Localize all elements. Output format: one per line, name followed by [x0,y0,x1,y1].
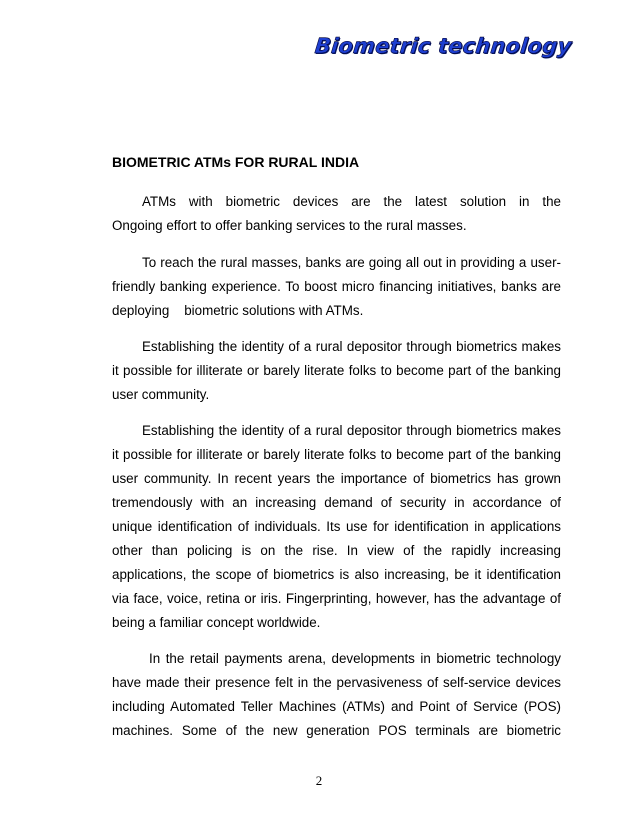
paragraph-line: it possible for illiterate or barely literate folks to become part of the banking [112,363,561,378]
paragraph-1 [112,190,561,238]
paragraph-line: Establishing the identity of a rural depositor through biometrics makes [142,423,561,438]
paragraph-2 [112,251,561,323]
paragraph-line: Ongoing effort to offer banking services to the rural masses. [112,218,467,233]
paragraph-line: tremendously with an increasing demand of security in accordance of [112,495,561,510]
paragraph-line: user community. [112,387,210,402]
paragraph-line: machines. Some of the new generation POS terminals are biometric [112,723,561,738]
paragraph-line: In the retail payments arena, developments in biometric technology [149,651,561,666]
paragraph-5 [112,647,561,743]
paragraph-line: applications, the scope of biometrics is also increasing, be it identification [112,567,561,582]
paragraph-line: unique identification of individuals. Its use for identification in applications [112,519,561,534]
paragraph-line: it possible for illiterate or barely literate folks to become part of the banking [112,447,561,462]
paragraph-line: being a familiar concept worldwide. [112,615,321,630]
paragraph-4 [112,419,561,635]
paragraph-line: To reach the rural masses, banks are going all out in providing a user- [142,255,561,270]
paragraph-line: user community. In recent years the importance of biometrics has grown [112,471,561,486]
paragraph-line: via face, voice, retina or iris. Fingerprinting, however, has the advantage of [112,591,561,606]
section-heading: BIOMETRIC ATMs FOR RURAL INDIA [112,154,360,170]
paragraph-line: have made their presence felt in the pervasiveness of self-service devices [112,675,561,690]
paragraph-line: ATMs with biometric devices are the latest solution in the [142,194,561,209]
header-title: Biometric technology [314,34,574,58]
page-number: 2 [315,773,323,788]
paragraph-line: other than policing is on the rise. In view of the rapidly increasing [112,543,561,558]
paragraph-3 [112,335,561,407]
paragraph-line: including Automated Teller Machines (ATMs) and Point of Service (POS) [112,699,561,714]
paragraph-line: friendly banking experience. To boost micro financing initiatives, banks are [112,279,561,294]
paragraph-line: deploying biometric solutions with ATMs. [112,303,364,318]
paragraph-line: Establishing the identity of a rural depositor through biometrics makes [142,339,561,354]
